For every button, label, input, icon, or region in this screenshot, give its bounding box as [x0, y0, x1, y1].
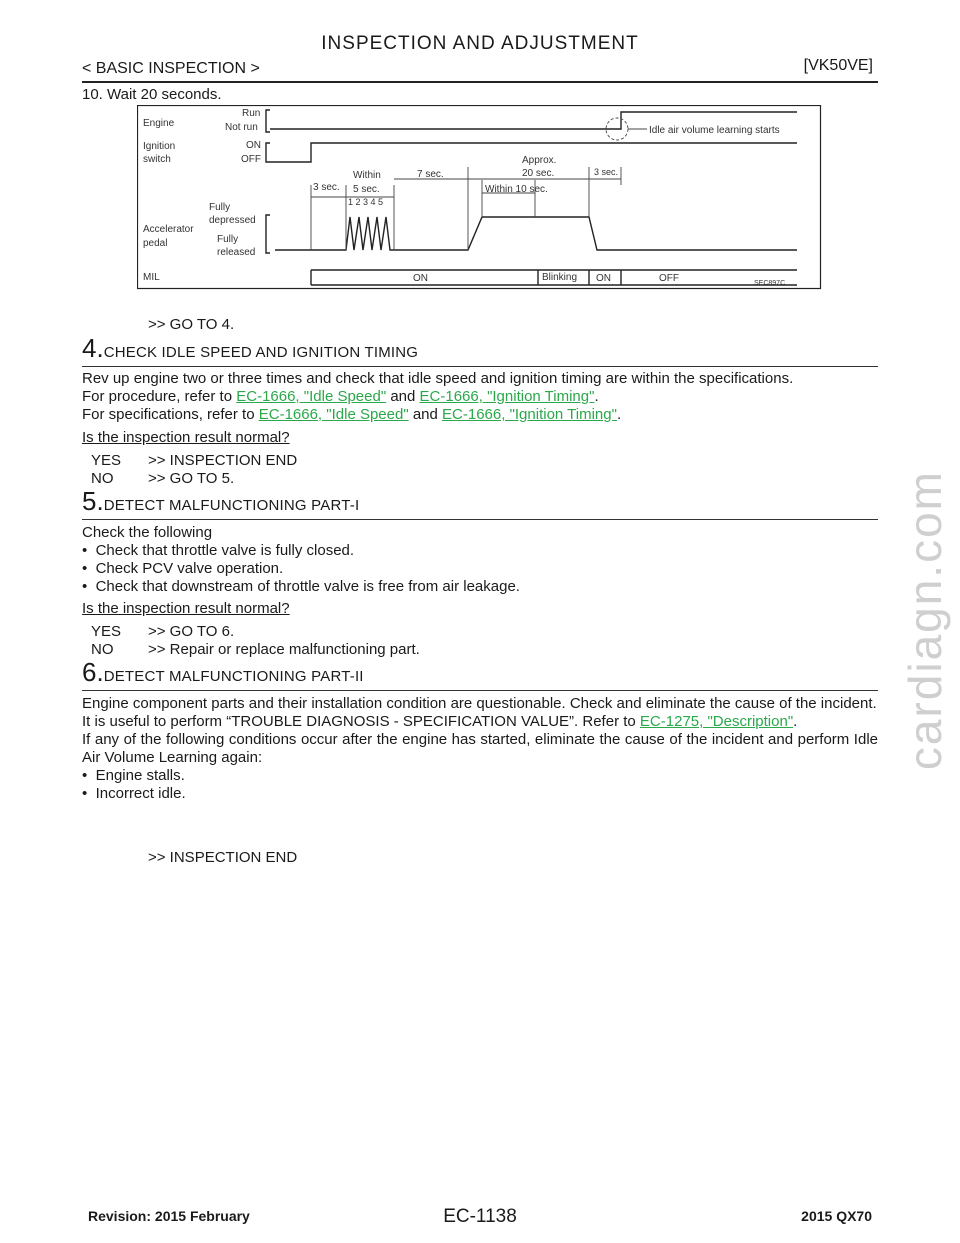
label-approx: Approx.	[522, 155, 557, 166]
line-2-end: .	[594, 388, 599, 405]
step-5-bullet-1: • Check that throttle valve is fully closed.	[82, 542, 355, 559]
footer-page-number: EC-1138	[443, 1206, 517, 1227]
step-4-number: 4.	[82, 333, 104, 363]
label-fully: Fully	[209, 202, 231, 213]
step-4-label: CHECK IDLE SPEED AND IGNITION TIMING	[103, 344, 419, 361]
page-title: INSPECTION AND ADJUSTMENT	[321, 33, 639, 54]
step-4-yes-action: >> INSPECTION END	[148, 452, 298, 469]
label-depressed: depressed	[209, 215, 256, 226]
label-within-10: Within 10 sec.	[485, 184, 548, 195]
link-idle-speed[interactable]: EC-1666, "Idle Speed"	[236, 388, 387, 405]
section-label: < BASIC INSPECTION >	[82, 60, 260, 77]
label-3sec-b: 3 sec.	[594, 167, 619, 177]
label-mil-on: ON	[413, 273, 428, 284]
label-run: Run	[242, 108, 261, 119]
label-pedal: pedal	[143, 238, 168, 249]
label-mil-on-2: ON	[596, 273, 611, 284]
label-engine: Engine	[143, 118, 175, 129]
step-6-bullet-1-text: Engine stalls.	[95, 767, 185, 784]
label-mil-off: OFF	[659, 273, 679, 284]
label-accelerator: Accelerator	[143, 224, 194, 235]
label-within: Within	[353, 170, 381, 181]
line-3-text: For specifications, refer to	[82, 406, 259, 423]
step-4-line-1: Rev up engine two or three times and check that idle speed and ignition timing are within the specifications.	[82, 370, 794, 387]
label-not-run: Not run	[225, 122, 258, 133]
step-5-heading	[82, 486, 359, 517]
bullet-3-text: Check that downstream of throttle valve is free from air leakage.	[95, 578, 520, 595]
line-2-text: For procedure, refer to	[82, 388, 237, 405]
line-3-end: .	[616, 406, 622, 423]
step-6-heading	[82, 657, 364, 688]
timing-diagram	[137, 105, 822, 290]
step-10-text: 10. Wait 20 seconds.	[82, 86, 222, 103]
link-ignition-timing[interactable]: EC-1666, "Ignition Timing"	[419, 388, 595, 405]
link-idle-speed-spec[interactable]: EC-1666, "Idle Speed"	[258, 406, 409, 423]
step-4-line-2	[82, 388, 878, 406]
link-description[interactable]: EC-1275, "Description"	[639, 713, 794, 730]
step-6-bullet-1: • Engine stalls.	[82, 767, 185, 784]
step-6-body	[82, 695, 878, 803]
label-blinking: Blinking	[542, 272, 578, 283]
step-6-label: DETECT MALFUNCTIONING PART-II	[103, 668, 364, 685]
link-ignition-timing-spec[interactable]: EC-1666, "Ignition Timing"	[442, 406, 617, 423]
step-5-no: NO	[91, 641, 114, 658]
step-4-divider	[82, 366, 878, 367]
label-counts: 1 2 3 4 5	[348, 197, 384, 207]
step-5-bullet-2: • Check PCV valve operation.	[82, 560, 284, 577]
step-6-bullet-2-text: Incorrect idle.	[95, 785, 186, 802]
label-mil: MIL	[143, 272, 160, 283]
step-6-bullet-2: • Incorrect idle.	[82, 785, 186, 802]
bullet-1-text: Check that throttle valve is fully closed.	[95, 542, 355, 559]
step-5-yes-action: >> GO TO 6.	[148, 623, 235, 640]
line-3-and: and	[408, 406, 443, 423]
label-ignition-2: switch	[143, 154, 171, 165]
step-6-para-1: Engine component parts and their installation condition are questionable. Check and eliminate the cause of the incident.	[82, 695, 877, 712]
step-6-divider	[82, 690, 878, 691]
step-4-heading	[82, 333, 418, 364]
label-5sec: 5 sec.	[353, 184, 380, 195]
goto-4: >> GO TO 4.	[148, 316, 235, 333]
step-5-no-action: >> Repair or replace malfunctioning part.	[148, 641, 420, 658]
step-4-yes: YES	[91, 452, 122, 469]
para-2-text: It is useful to perform “TROUBLE DIAGNOSIS - SPECIFICATION VALUE”. Refer to	[82, 713, 640, 730]
label-on: ON	[246, 140, 261, 151]
step-5-label: DETECT MALFUNCTIONING PART-I	[103, 497, 360, 514]
step-4-line-3	[82, 406, 878, 424]
line-2-and: and	[386, 388, 420, 405]
step-6-para-2	[82, 713, 878, 731]
engine-code: [VK50VE]	[803, 57, 873, 74]
footer-revision: Revision: 2015 February	[88, 1208, 250, 1224]
bullet-2-text: Check PCV valve operation.	[95, 560, 284, 577]
step-5-number: 5.	[82, 486, 104, 516]
label-code: SEC897C	[754, 280, 786, 287]
para-2-end: .	[793, 713, 798, 730]
step-5-intro: Check the following	[82, 524, 213, 541]
header-divider	[82, 81, 878, 83]
label-off: OFF	[241, 154, 261, 165]
watermark: cardiagn.com	[899, 470, 951, 771]
step-5-question: Is the inspection result normal?	[82, 600, 290, 617]
step-4-body	[82, 370, 878, 424]
footer-model: 2015 QX70	[801, 1208, 872, 1224]
step-4-question: Is the inspection result normal?	[82, 429, 290, 446]
step-4-no: NO	[91, 470, 114, 487]
step-6-end: >> INSPECTION END	[148, 849, 298, 866]
step-5-bullet-3: • Check that downstream of throttle valve is free from air leakage.	[82, 578, 520, 595]
label-learning: Idle air volume learning starts	[649, 125, 780, 136]
step-5-divider	[82, 519, 878, 520]
label-3sec-a: 3 sec.	[313, 182, 340, 193]
label-7sec: 7 sec.	[417, 169, 444, 180]
label-20sec: 20 sec.	[522, 168, 555, 179]
step-6-para-3: If any of the following conditions occur after the engine has started, eliminate the cause of the incident and perform Idle Air Volume Learning again:	[82, 731, 878, 766]
step-4-no-action: >> GO TO 5.	[148, 470, 235, 487]
label-fully-2: Fully	[217, 234, 239, 245]
step-5-yes: YES	[91, 623, 122, 640]
label-released: released	[217, 247, 256, 258]
label-ignition-1: Ignition	[143, 141, 176, 152]
step-6-number: 6.	[82, 657, 104, 687]
